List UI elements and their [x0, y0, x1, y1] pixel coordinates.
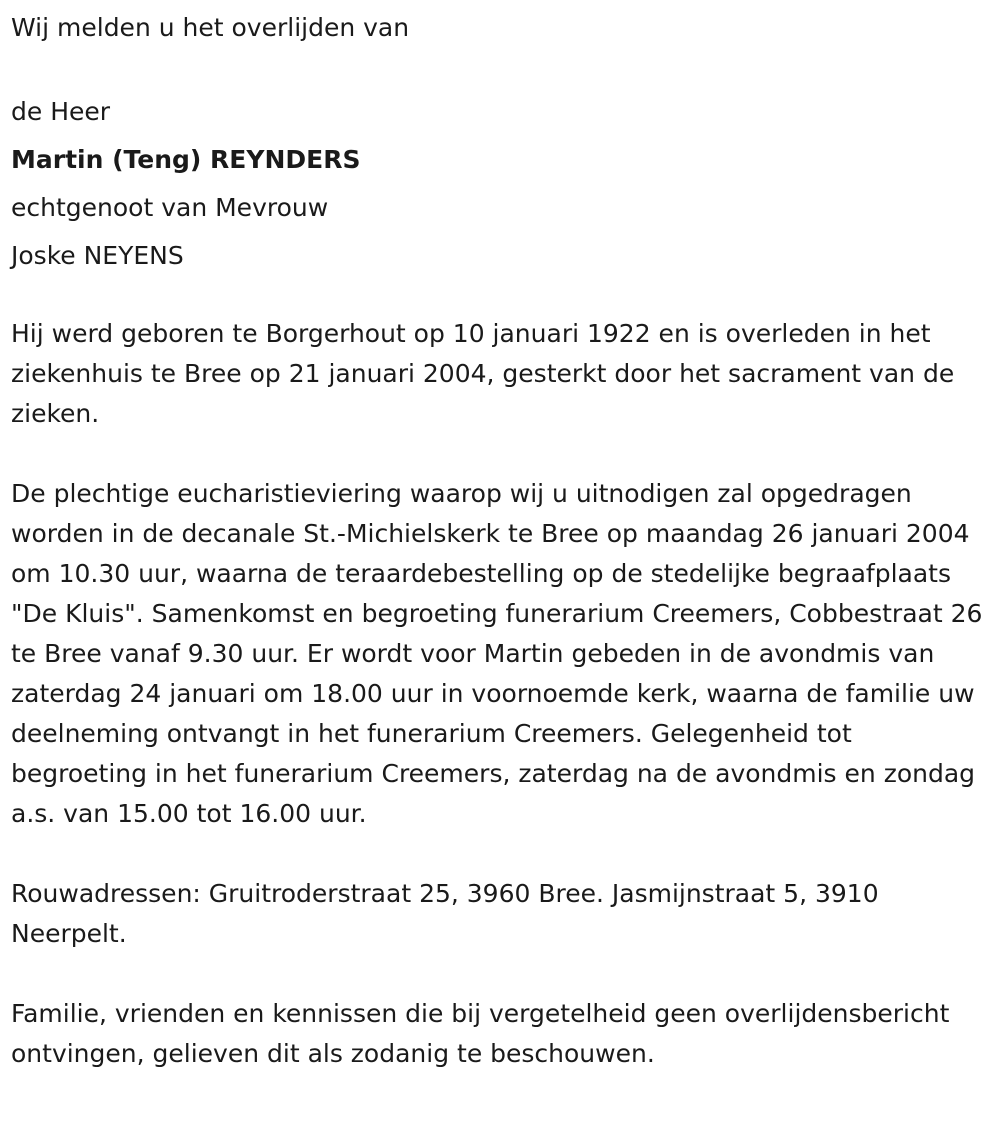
spouse-label: echtgenoot van Mevrouw [11, 193, 329, 222]
deceased-name: Martin (Teng) REYNDERS [11, 145, 361, 174]
spacer [11, 48, 1000, 88]
ceremony-paragraph: De plechtige eucharistieviering waarop wij u uitnodigen zal opgedragen worden in de decanale St.-Michielskerk te Bree op maandag 26 januari 2004 om 10.30 uur, waarna de teraardebestelling op de stedelijke begraafplaats "De Kluis". Samenkomst en begroeting funerarium Creemers, Cobbestraat 26 te Bree vanaf 9.30 uur. Er wordt voor Martin gebeden in de avondmis van zaterdag 24 januari om 18.00 uur in voornoemde kerk, waarna de familie uw deelneming ontvangt in het funerarium Creemers. Gelegenheid tot begroeting in het funerarium Creemers, zaterdag na de avondmis en zondag a.s. van 15.00 tot 16.00 uur. [11, 479, 983, 828]
spouse-name: Joske NEYENS [11, 241, 184, 270]
addresses-paragraph: Rouwadressen: Gruitroderstraat 25, 3960 Bree. Jasmijnstraat 5, 3910 Neerpelt. [11, 879, 879, 948]
spacer [11, 954, 1000, 994]
intro-text: Wij melden u het overlijden van [11, 13, 410, 42]
spacer [11, 834, 1000, 874]
spacer [11, 434, 1000, 474]
spacer [11, 280, 1000, 314]
birth-death-paragraph: Hij werd geboren te Borgerhout op 10 januari 1922 en is overleden in het ziekenhuis te Bree op 21 januari 2004, gesterkt door het sacrament van de zieken. [11, 319, 955, 428]
closing-paragraph: Familie, vrienden en kennissen die bij vergetelheid geen overlijdensbericht ontvingen, gelieven dit als zodanig te beschouwen. [11, 999, 950, 1068]
title-text: de Heer [11, 97, 111, 126]
